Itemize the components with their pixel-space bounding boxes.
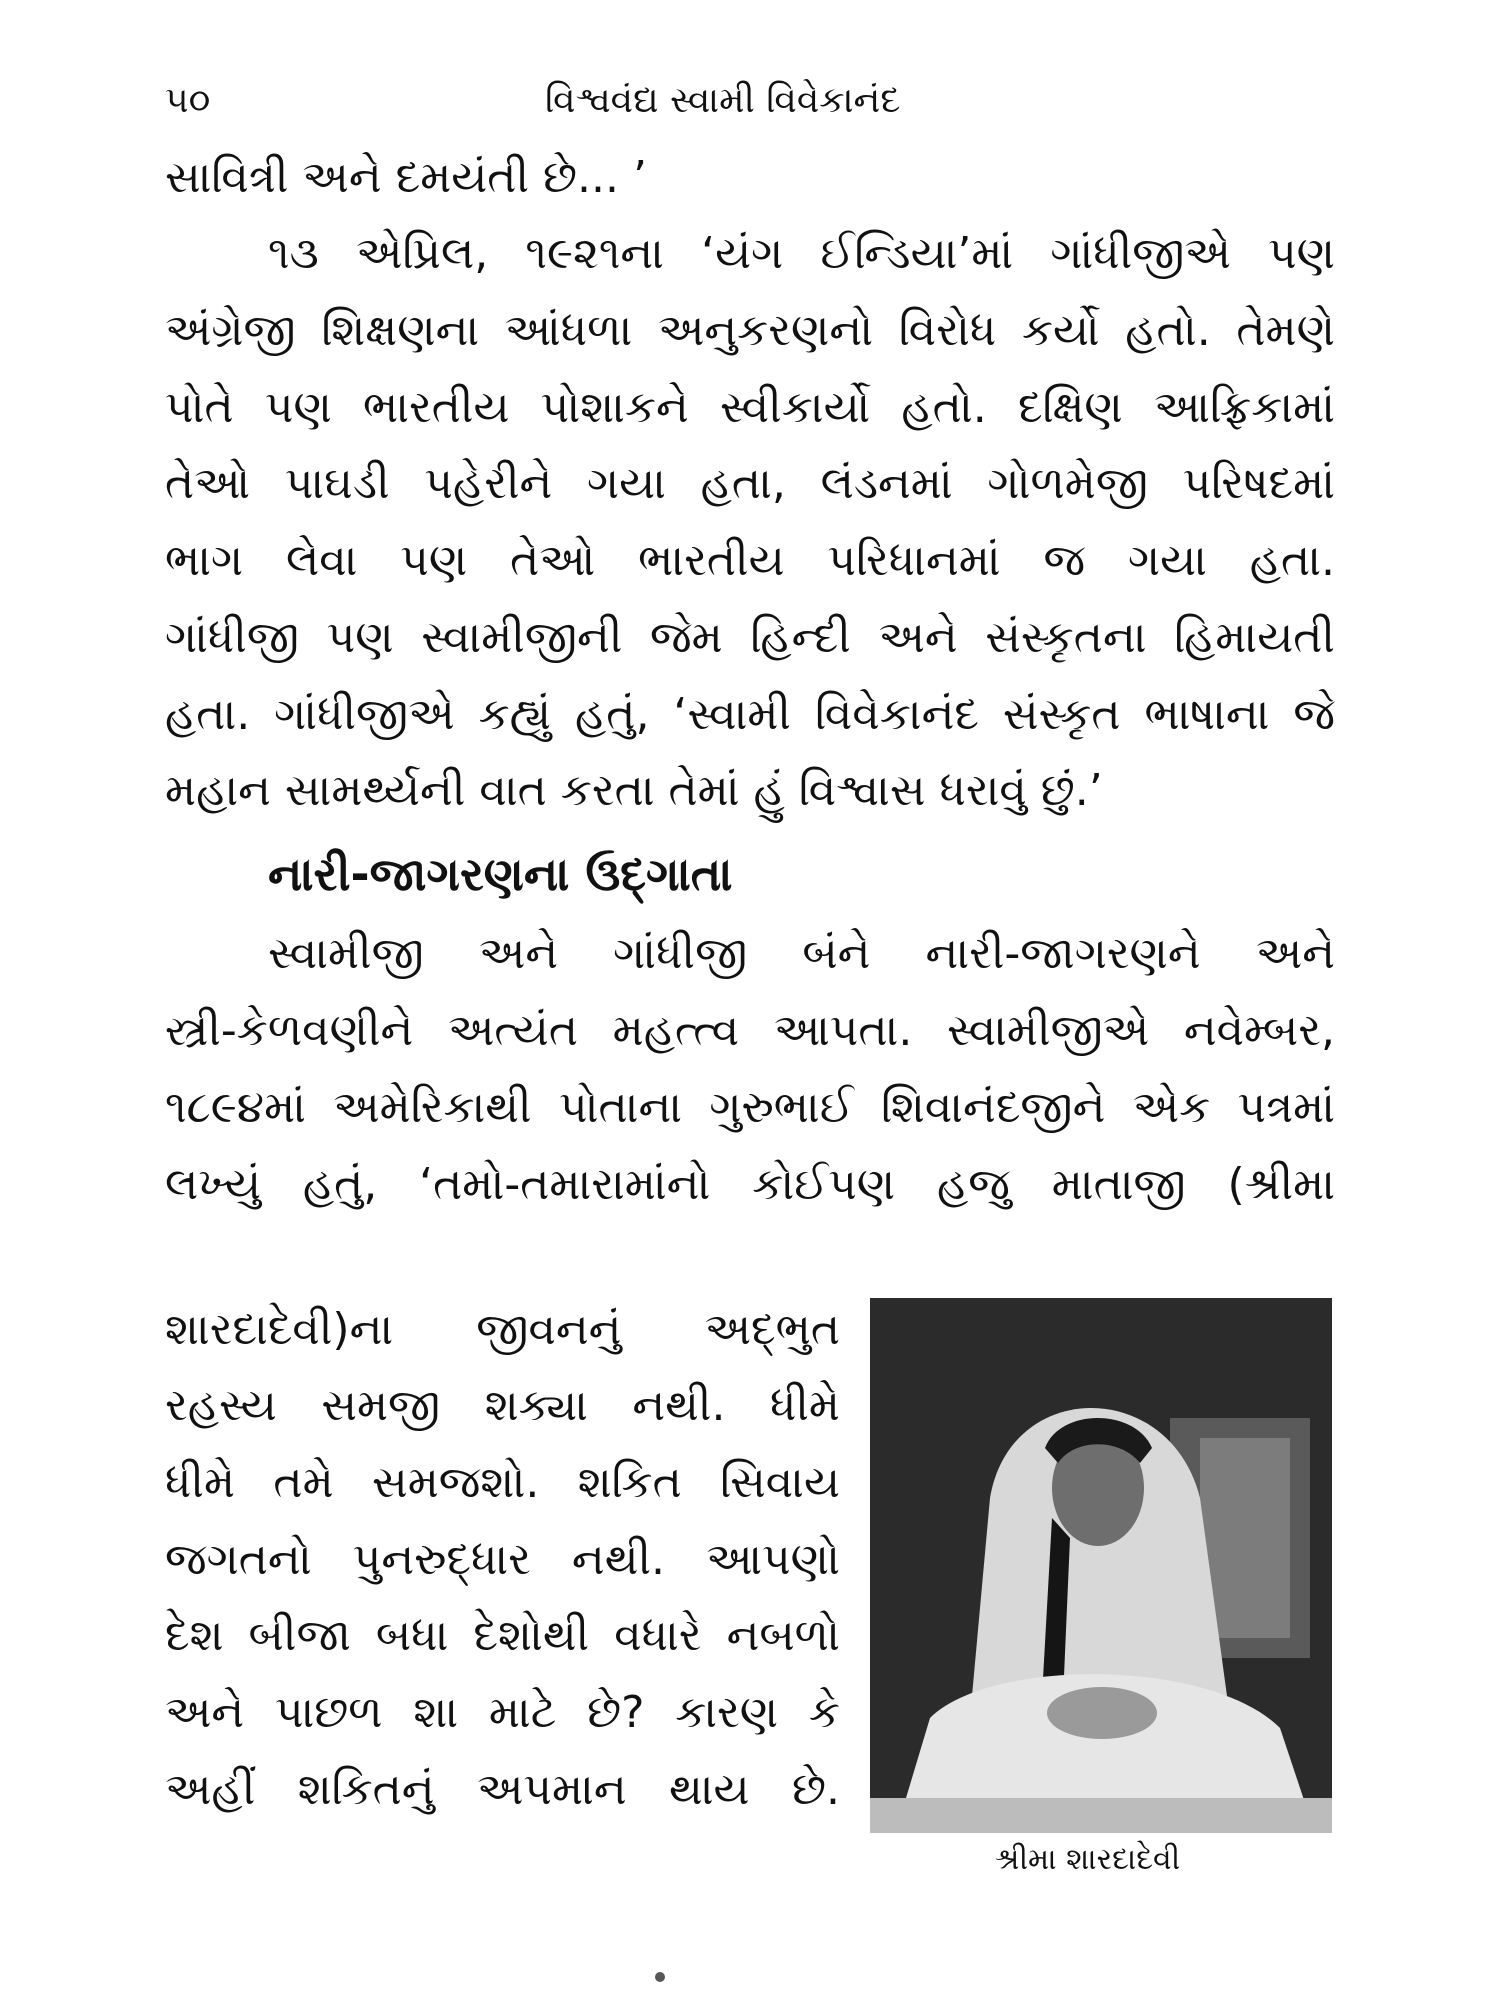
text-line: રહસ્ય સમજી શક્યા નથી. ધીમે [165,1380,840,1431]
text-line: ધીમે તમે સમજશો. શકિત સિવાય [165,1457,840,1508]
text-line: સાવિત્રી અને દમયંતી છે... ’ [165,152,647,203]
text-line: હતા. ગાંધીજીએ કહ્યું હતું, ‘સ્વામી વિવેકાનંદ સંસ્કૃત ભાષાના જે [165,689,1335,740]
text-line: તેઓ પાઘડી પહેરીને ગયા હતા, લંડનમાં ગોળમેજી પરિષદમાં [165,458,1335,509]
print-mark [655,1972,665,1982]
page-number: ૫૦ [165,80,211,121]
text-line: ભાગ લેવા પણ તેઓ ભારતીય પરિધાનમાં જ ગયા હતા. [165,535,1335,586]
text-line: અને પાછળ શા માટે છે? કારણ કે [165,1687,840,1738]
text-line: લખ્યું હતું, ‘તમો-તમારામાંનો કોઈપણ હજુ માતાજી (શ્રીમા [165,1159,1335,1210]
text-line: અહીં શકિતનું અપમાન થાય છે. [165,1764,840,1815]
portrait-illustration [870,1298,1332,1833]
running-title: વિશ્વવંદ્ય સ્વામી વિવેકાનંદ [545,80,901,121]
text-line: દેશ બીજા બધા દેશોથી વધારે નબળો [165,1610,840,1661]
text-line: ૧૮૯૪માં અમેરિકાથી પોતાના ગુરુભાઈ શિવાનંદજીને એક પત્રમાં [165,1082,1335,1133]
text-line: મહાન સામર્થ્યની વાત કરતા તેમાં હું વિશ્વાસ ધરાવું છું.’ [165,765,1103,816]
page-header [165,80,1335,124]
text-line: જગતનો પુનરુદ્ધાર નથી. આપણો [165,1534,840,1585]
section-heading: નારી-જાગરણના ઉદ્‌ગાતા [268,847,733,901]
text-line: શારદાદેવી)ના જીવનનું અદ્‌ભુત [165,1304,840,1355]
text-line: પોતે પણ ભારતીય પોશાકને સ્વીકાર્યો હતો. દક્ષિણ આફ્રિકામાં [165,382,1335,433]
portrait-photo [870,1298,1332,1833]
text-line: ૧૩ એપ્રિલ, ૧૯૨૧ના ‘યંગ ઈન્ડિયા’માં ગાંધીજીએ પણ [268,228,1335,279]
text-line: સ્ત્રી-કેળવણીને અત્યંત મહત્ત્વ આપતા. સ્વામીજીએ નવેમ્બર, [165,1005,1335,1056]
text-line: સ્વામીજી અને ગાંધીજી બંને નારી-જાગરણને અને [268,928,1335,979]
text-line: અંગ્રેજી શિક્ષણના આંધળા અનુકરણનો વિરોધ કર્યો હતો. તેમણે [165,305,1335,356]
text-line: ગાંધીજી પણ સ્વામીજીની જેમ હિન્દી અને સંસ્કૃતના હિમાયતી [165,612,1335,663]
photo-caption: શ્રીમા શારદાદેવી [995,1842,1181,1877]
